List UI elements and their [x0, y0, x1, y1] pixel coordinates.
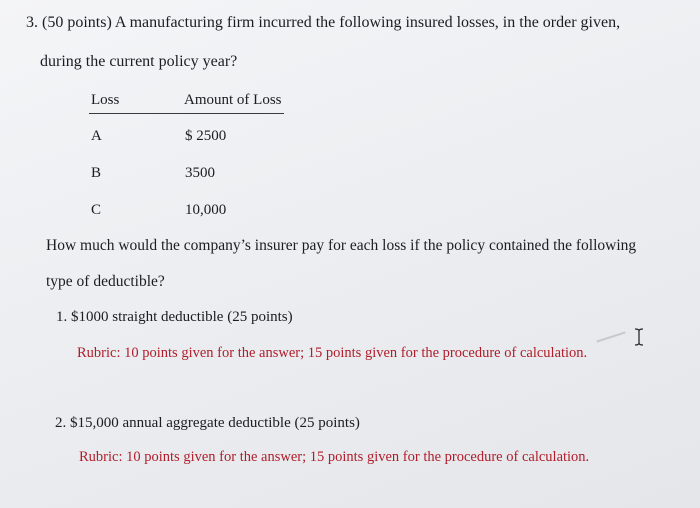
table-row-c-loss: C [91, 202, 102, 218]
item-1-label: 1. $1000 straight deductible (25 points) [56, 309, 293, 325]
table-row-c-amount: 10,000 [185, 202, 227, 218]
column-header-loss: Loss [91, 92, 120, 108]
table-row-a-loss: A [91, 128, 102, 144]
question-line-1: 3. (50 points) A manufacturing firm incurred the following insured losses, in the order given, [26, 14, 621, 31]
item-1-rubric: Rubric: 10 points given for the answer; 15 points given for the procedure of calculation. [77, 345, 588, 361]
ask-line-1: How much would the company’s insurer pay for each loss if the policy contained the following [46, 237, 637, 254]
header-underline [89, 113, 284, 114]
table-row-b-loss: B [91, 165, 102, 181]
ask-line-2: type of deductible? [46, 273, 165, 290]
item-2-rubric: Rubric: 10 points given for the answer; 15 points given for the procedure of calculation. [79, 449, 590, 465]
item-2-label: 2. $15,000 annual aggregate deductible (25 points) [55, 415, 360, 431]
question-line-2: during the current policy year? [40, 53, 238, 70]
column-header-amount: Amount of Loss [184, 92, 282, 108]
table-row-a-amount: $ 2500 [185, 128, 227, 144]
screen-glare [596, 331, 625, 342]
table-row-b-amount: 3500 [185, 165, 215, 181]
text-cursor-icon [632, 328, 646, 346]
